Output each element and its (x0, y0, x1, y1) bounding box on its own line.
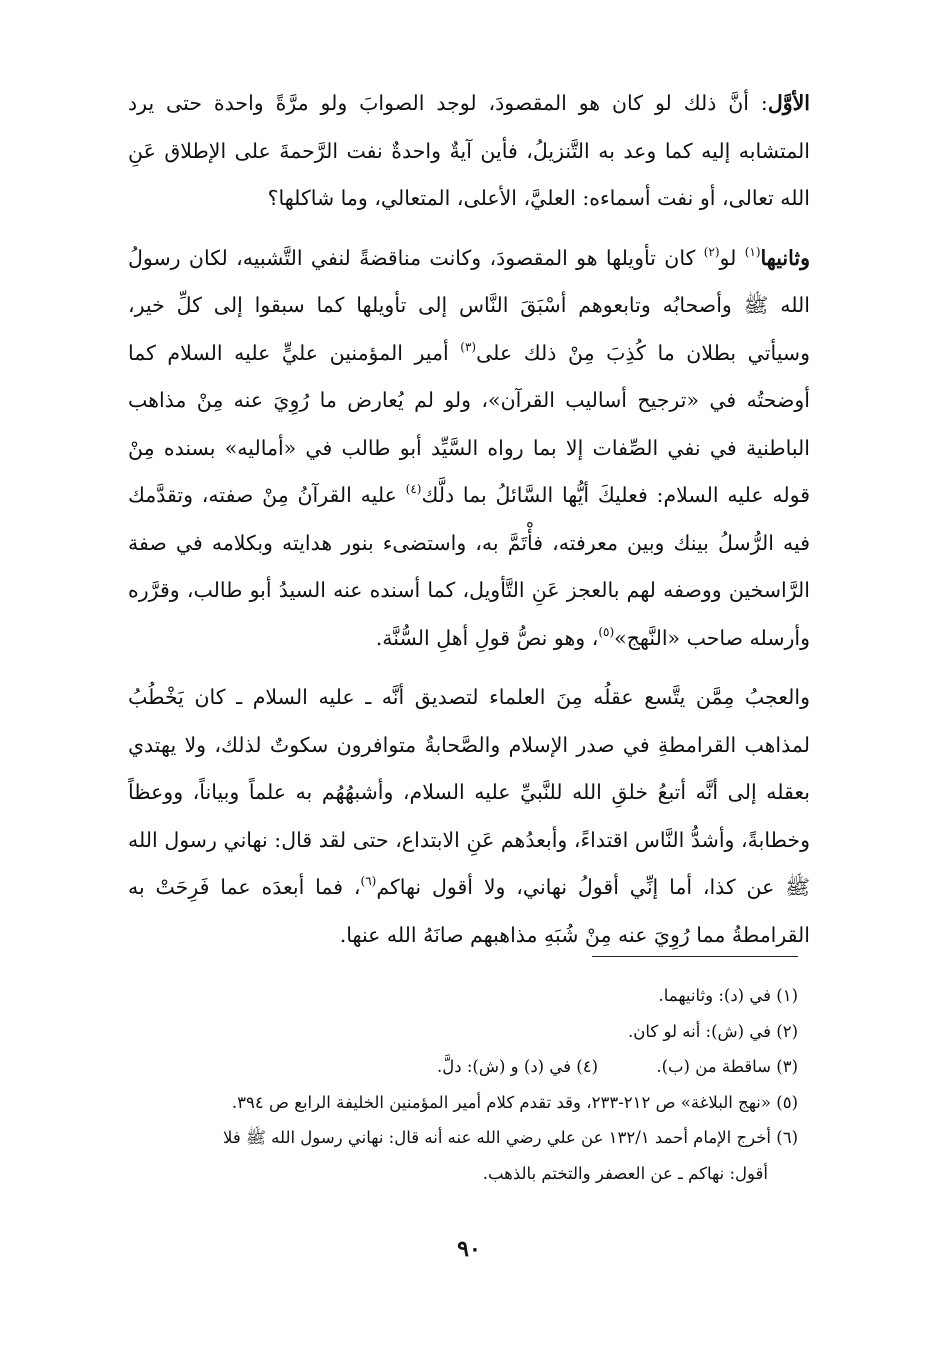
page-number: ٩٠ (457, 1236, 481, 1262)
footnote-marker: (٦) (360, 874, 377, 888)
footnote-2: (٢) في (ش): أنه لو كان. (627, 1021, 798, 1041)
footnote-marker: (٤) (405, 482, 422, 496)
paragraph-first-argument (128, 80, 810, 223)
footnote-marker: (١) (744, 244, 761, 259)
paragraph-text: عليه القرآنُ مِنْ صفته، وتقدَّمك فيه الرُّسلُ بينك وبين معرفته، فأْتَمَّ به، واستضىء بنور هدايته وبكلامه في صفة الرَّاسخين ووصفه لهم بالعجز عَنِ التَّأويل، كما أسنده عنه السيدُ أبو طالب، وقرَّره وأرسله صاحب «النَّهج» (128, 483, 810, 650)
paragraph-text: ، وهو نصُّ قولِ أهلِ السُّنَّة. (375, 625, 599, 650)
footnote-5: (٥) «نهج البلاغة» ص ٢١٢-٢٣٣، وقد تقدم كلام أمير المؤمنين الخليفة الرابع ص ٣٩٤. (231, 1092, 798, 1112)
paragraph-lead: الأوَّل (767, 91, 810, 115)
footnote-6: (٦) أخرج الإمام أحمد ١٣٢/١ عن علي رضي الله عنه أنه قال: نهاني رسول الله ﷺ فلا (222, 1128, 798, 1147)
paragraph-wonder (128, 674, 810, 959)
paragraph-second-argument (128, 235, 810, 663)
footnote-marker: (٥) (598, 624, 615, 639)
footnote-4: (٤) في (د) و (ش): دلَّ. (437, 1057, 598, 1076)
main-text (128, 80, 810, 959)
footnote-marker: (٢) (703, 244, 720, 259)
footnote-1: (١) في (د): وثانيهما. (658, 986, 798, 1005)
footnote-row (128, 1049, 798, 1085)
paragraph-lead: وثانيها (760, 245, 810, 270)
paragraph-text: ، فما أبعدَه عما فَرِحَتْ به القرامطةُ مما رُوِيَ عنه مِنْ شُبَهِ مذاهبهم صانَهُ الله عنها. (128, 875, 810, 947)
footnote-separator (592, 956, 798, 957)
paragraph-text: كان تأويلها هو المقصودَ، وكانت مناقضةً لنفي التَّشبيه، لكان رسولُ الله ﷺ وأصحابُه وتابعوهم أسْبَقَ النَّاس إلى تأويلها كما سبقوا إلى كلِّ خير، وسيأتي بطلان ما كُذِبَ مِنْ ذلك على (128, 245, 810, 365)
paragraph-text: لو (719, 245, 745, 270)
footnotes (128, 978, 798, 1191)
paragraph-text: والعجبُ مِمَّن يتَّسع عقلُه مِنَ العلماء لتصديق أنَّه ـ عليه السلام ـ كان يَخْطُبُ لمذاهب القرامطةِ في صدر الإسلام والصَّحابةُ متوافرون سكوتٌ لذلك، ولا يهتدي بعقله إلى أنَّه أتبعُ خلقِ الله للنَّبيِّ عليه السلام، وأشبهُهُم به علماً وبياناً، ووعظاً وخطابةً، وأشدُّ النَّاس اقتداءً، وأبعدُهم عَنِ الابتداع، حتى لقد قال: نهاني رسول الله ﷺ عن كذا، أما إنِّي أقولُ نهاني، ولا أقول نهاكم (128, 685, 810, 899)
paragraph-text: أمير المؤمنين عليٍّ عليه السلام كما أوضحتُه في «ترجيح أساليب القرآن»، ولو لم يُعارض ما رُوِيَ عنه مِنْ مذاهب الباطنية في نفي الصِّفات إلا بما رواه السَّيِّد أبو طالب في «أماليه» بسنده مِنْ قوله عليه السلام: فعليكَ أيُّها السَّائلُ بما دلَّك (128, 340, 810, 507)
footnote-marker: (٣) (460, 339, 477, 354)
footnote-6-continuation: أقول: نهاكم ـ عن العصفر والتختم بالذهب. (482, 1163, 768, 1183)
paragraph-text: : أنَّ ذلك لو كان هو المقصودَ، لوجد الصوابَ ولو مرَّةً واحدة حتى يرد المتشابه إليه كما وعد به التَّنزيلُ، فأين آيةٌ واحدةٌ نفت الرَّحمةَ على الإطلاق عَنِ الله تعالى، أو نفت أسماءه: العليَّ، الأعلى، المتعالي، وما شاكلها؟ (128, 91, 810, 210)
footnote-3: (٣) ساقطة من (ب). (656, 1057, 798, 1076)
